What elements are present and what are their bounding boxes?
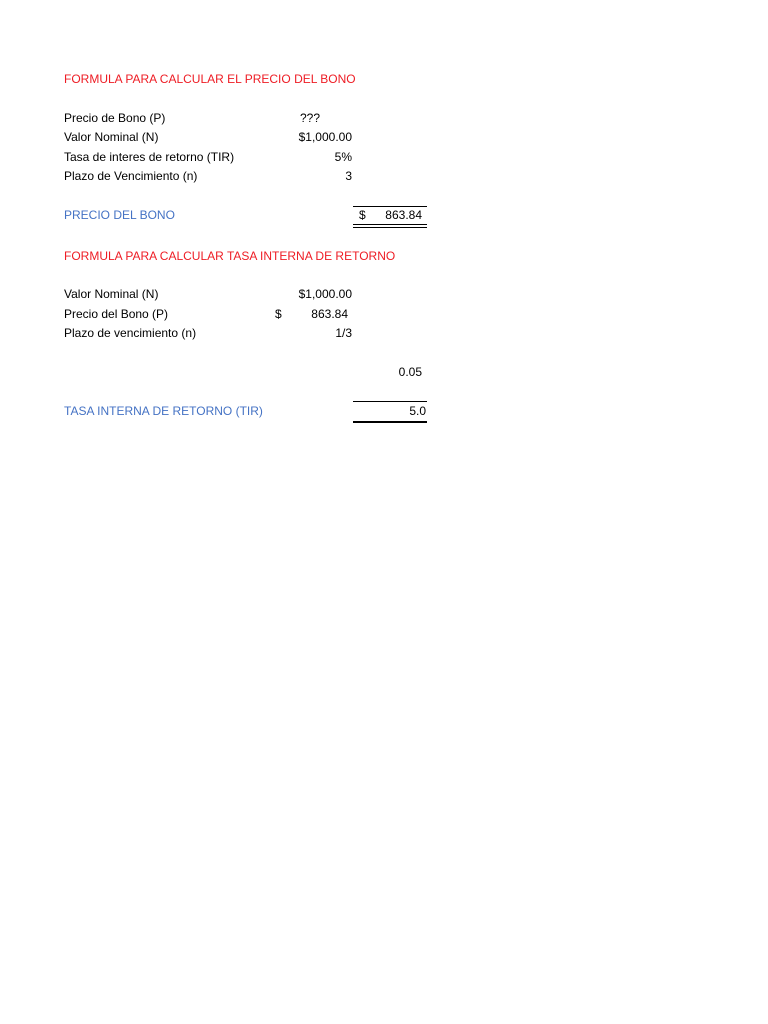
- row2-precio-label: Precio del Bono (P): [64, 307, 169, 321]
- row2-valor-nominal-value: $1,000.00: [298, 287, 352, 301]
- result2-value: 5.0: [409, 404, 426, 418]
- row-valor-nominal-label: Valor Nominal (N): [64, 130, 159, 144]
- row-precio-bono-label: Precio de Bono (P): [64, 111, 166, 125]
- section2-heading: FORMULA PARA CALCULAR TASA INTERNA DE RETORNO: [64, 249, 396, 263]
- row-tasa-label: Tasa de interes de retorno (TIR): [64, 150, 235, 164]
- row-plazo-label: Plazo de Vencimiento (n): [64, 169, 198, 183]
- result1-double-rule: [353, 224, 427, 228]
- row-precio-bono-value: ???: [300, 111, 321, 125]
- result1-label: PRECIO DEL BONO: [64, 208, 175, 222]
- row-valor-nominal-value: $1,000.00: [298, 130, 352, 144]
- result2-bottom-rule: [353, 421, 427, 423]
- result1-top-rule: [353, 206, 427, 207]
- row-tasa-value: 5%: [334, 150, 352, 164]
- row2-plazo-value: 1/3: [335, 326, 352, 340]
- result2-label: TASA INTERNA DE RETORNO (TIR): [64, 404, 263, 418]
- row2-valor-nominal-label: Valor Nominal (N): [64, 287, 159, 301]
- row2-plazo-label: Plazo de vencimiento (n): [64, 326, 197, 340]
- row2-precio-value: 863.84: [311, 307, 348, 321]
- result2-top-rule: [353, 401, 427, 402]
- section1-heading: FORMULA PARA CALCULAR EL PRECIO DEL BONO: [64, 72, 356, 86]
- result1-currency: $: [359, 208, 366, 222]
- result1-value: 863.84: [385, 208, 422, 222]
- intermediate-value: 0.05: [398, 365, 422, 379]
- row2-precio-currency: $: [275, 307, 282, 321]
- row-plazo-value: 3: [345, 169, 352, 183]
